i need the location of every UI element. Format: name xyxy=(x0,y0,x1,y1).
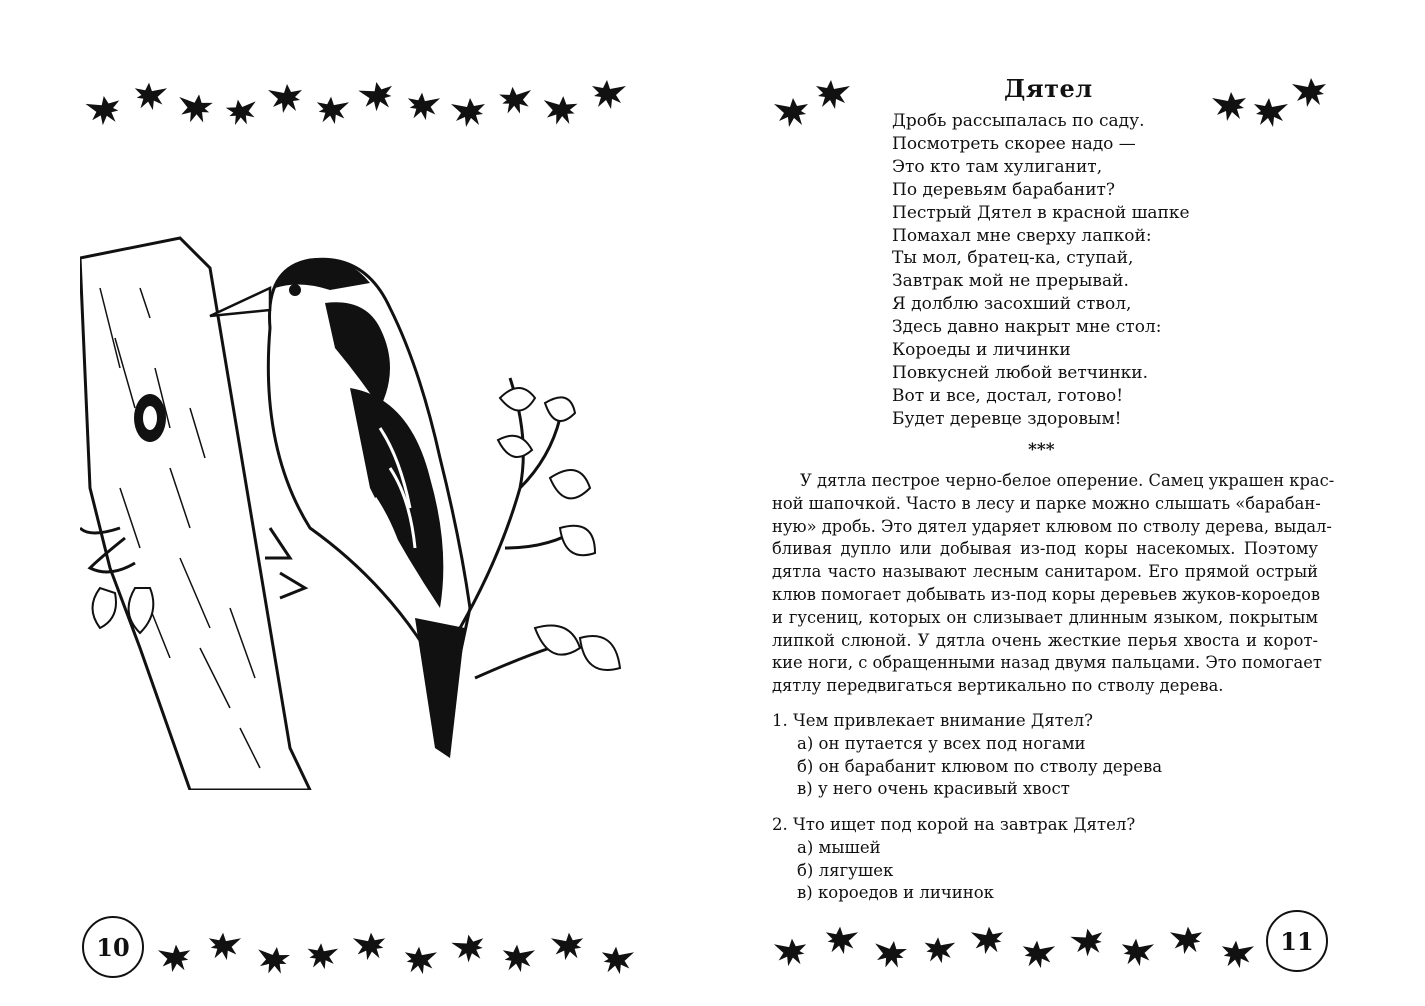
prose-line: У дятла пестрое черно-белое оперение. Самец украшен крас- xyxy=(800,471,1335,490)
prose-paragraph xyxy=(772,470,1335,698)
bird-icon xyxy=(598,939,636,977)
page-number-left: 10 xyxy=(82,916,144,978)
answer-option: б) он барабанит клювом по стволу дерева xyxy=(797,756,1163,776)
question-text: 1. Чем привлекает внимание Дятел? xyxy=(772,711,1093,730)
answer-option: а) мышей xyxy=(797,837,881,857)
bird-icon xyxy=(448,925,491,968)
poem-line: Завтрак мой не прерывай. xyxy=(892,271,1129,292)
bird-icon xyxy=(205,925,243,963)
top-bird-border xyxy=(84,72,628,128)
bird-icon xyxy=(82,86,126,130)
bird-icon xyxy=(494,77,537,120)
bird-icon xyxy=(219,89,262,132)
poem-title: Дятел xyxy=(1004,74,1093,103)
bird-icon xyxy=(499,937,537,975)
bird-icon xyxy=(156,937,194,975)
poem-line: По деревьям барабанит? xyxy=(892,179,1116,200)
top-bird-group-left xyxy=(772,66,856,126)
bird-icon xyxy=(1210,84,1250,124)
bird-icon xyxy=(131,75,169,113)
answer-option: в) короедов и личинок xyxy=(797,883,994,903)
woodpecker-illustration xyxy=(80,228,640,790)
answer-option: в) у него очень красивый хвост xyxy=(797,779,1070,799)
prose-line: ной шапочкой. Часто в лесу и парке можно слышать «барабан- xyxy=(772,493,1321,513)
bird-icon xyxy=(1250,90,1290,130)
bird-icon xyxy=(449,90,489,130)
poem xyxy=(892,110,1190,431)
bird-icon xyxy=(812,72,852,112)
poem-line: Короеды и личинки xyxy=(892,340,1071,361)
answer-option: а) он путается у всех под ногами xyxy=(797,733,1086,753)
bird-icon xyxy=(869,930,913,974)
left-page xyxy=(0,0,712,1006)
question-text: 2. Что ищет под корой на завтрак Дятел? xyxy=(772,815,1136,834)
bird-icon xyxy=(921,930,957,966)
poem-line: Дробь рассыпалась по саду. xyxy=(892,111,1145,131)
bird-icon xyxy=(404,85,442,123)
poem-line: Ты мол, братец-ка, ступай, xyxy=(892,248,1134,269)
bottom-bird-border-left xyxy=(156,922,636,978)
page-number-right: 11 xyxy=(1266,910,1328,972)
bird-icon xyxy=(588,72,628,112)
prose-line: бливая дупло или добывая из-под коры насекомых. Поэтому xyxy=(772,539,1318,559)
bird-icon xyxy=(772,90,812,130)
bird-icon xyxy=(304,936,340,972)
poem-line: Будет деревце здоровым! xyxy=(892,408,1122,429)
poem-line: Помахал мне сверху лапкой: xyxy=(892,225,1152,246)
bird-icon xyxy=(1168,919,1206,957)
bird-icon xyxy=(351,925,389,963)
bird-icon xyxy=(401,939,439,977)
bird-icon xyxy=(549,925,587,963)
bird-icon xyxy=(1066,919,1109,962)
prose-line: клюв помогает добывать из-под коры деревьев жуков-короедов xyxy=(772,584,1321,604)
bird-icon xyxy=(266,76,306,116)
prose-line: липкой слюной. У дятла очень жесткие перья хвоста и корот- xyxy=(772,630,1318,650)
bird-icon xyxy=(1019,933,1057,971)
poem-line: Я долблю засохший ствол, xyxy=(892,294,1132,315)
bottom-bird-border-right xyxy=(772,916,1256,972)
poem-line: Посмотреть скорее надо — xyxy=(892,133,1136,154)
top-bird-group-right xyxy=(1210,66,1320,126)
bird-icon xyxy=(822,919,860,957)
bird-icon xyxy=(252,936,296,980)
bird-icon xyxy=(173,83,219,129)
answer-option: б) лягушек xyxy=(797,860,894,880)
bird-icon xyxy=(355,71,400,116)
poem-line: Повкусней любой ветчинки. xyxy=(892,362,1149,383)
poem-line: Вот и все, достал, готово! xyxy=(892,385,1124,406)
question-1 xyxy=(772,710,1162,801)
bird-icon xyxy=(539,86,583,130)
question-2 xyxy=(772,814,1135,905)
prose-line: ную» дробь. Это дятел ударяет клювом по стволу дерева, выдал- xyxy=(772,516,1332,536)
bird-icon xyxy=(1118,931,1156,969)
prose-line: кие ноги, с обращенными назад двумя пальцами. Это помогает xyxy=(772,653,1322,673)
bird-icon xyxy=(772,931,810,969)
section-separator: *** xyxy=(1028,440,1055,460)
bird-icon xyxy=(969,919,1007,957)
prose-line: дятлу передвигаться вертикально по стволу дерева. xyxy=(772,676,1224,696)
bird-icon xyxy=(313,89,351,127)
bird-icon xyxy=(1290,70,1330,110)
prose-line: и гусениц, которых он слизывает длинным языком, покрытым xyxy=(772,607,1318,627)
poem-line: Здесь давно накрыт мне стол: xyxy=(892,317,1162,338)
poem-line: Это кто там хулиганит, xyxy=(892,156,1103,177)
bird-icon xyxy=(1218,933,1256,971)
poem-line: Пестрый Дятел в красной шапке xyxy=(892,202,1190,223)
prose-line: дятла часто называют лесным санитаром. Его прямой острый xyxy=(772,562,1318,582)
